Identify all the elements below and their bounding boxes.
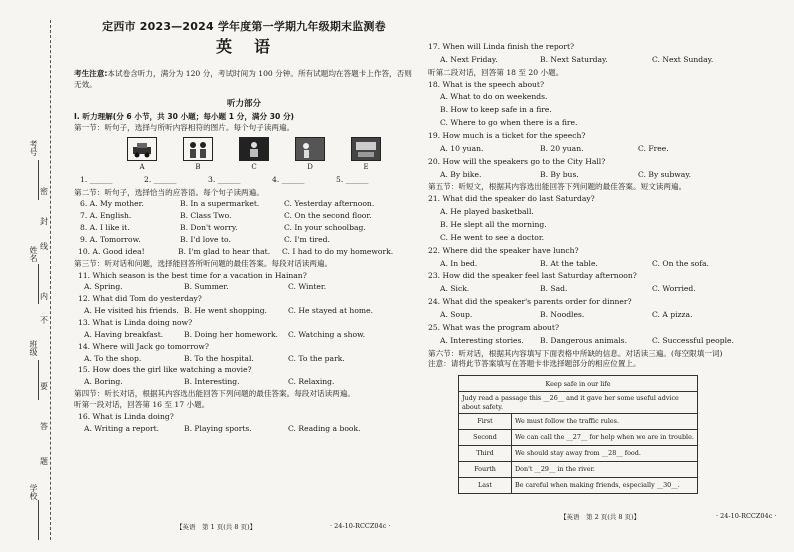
classroom-picture-icon bbox=[351, 137, 381, 161]
reading-picture-icon bbox=[239, 137, 269, 161]
section-3-instruction: 第三节：听对话和问题，选择能回答所听问题的最佳答案。每段对话读两遍。 bbox=[74, 258, 333, 268]
subject-title: 英语 bbox=[215, 37, 292, 57]
question-row bbox=[80, 235, 414, 245]
row-label: Last bbox=[459, 478, 512, 494]
option-c: C. Free. bbox=[638, 143, 669, 153]
question-text: 13. What is Linda doing now? bbox=[78, 318, 193, 328]
row-label: Fourth bbox=[459, 462, 512, 478]
answer-blank: 2. ______ bbox=[144, 174, 177, 184]
row-label: First bbox=[459, 414, 512, 430]
picture-options bbox=[114, 137, 414, 172]
option-a: A. Writing a report. bbox=[84, 423, 160, 433]
answer-blank: 5. ______ bbox=[336, 174, 369, 184]
question-options bbox=[84, 282, 414, 292]
question-text: 19. How much is a ticket for the speech? bbox=[428, 131, 586, 141]
option-a: 8. A. I like it. bbox=[80, 223, 130, 233]
option-c: C. Successful people. bbox=[652, 335, 734, 345]
question-row bbox=[80, 223, 414, 233]
question-options bbox=[84, 424, 414, 434]
seal-char: 封 bbox=[40, 217, 48, 226]
option-a: A. What to do on weekends. bbox=[440, 92, 548, 102]
label-school: 学校 bbox=[29, 484, 38, 500]
picture-e bbox=[338, 137, 394, 172]
answer-blank: 1. ______ bbox=[80, 174, 113, 184]
option-a: 7. A. English. bbox=[80, 211, 132, 221]
question-text: 11. Which season is the best time for a vacation in Hainan? bbox=[78, 270, 307, 280]
exam-page-2 bbox=[420, 0, 794, 552]
question-text: 14. Where will Jack go tomorrow? bbox=[78, 341, 209, 351]
row-text: Be careful when making friends, especially __30__. bbox=[512, 478, 698, 494]
row-text: We should stay away from __28__ food. bbox=[512, 446, 698, 462]
question-text: 16. What is Linda doing? bbox=[78, 411, 174, 421]
option-a: A. Soup. bbox=[440, 310, 473, 320]
question-text: 21. What did the speaker do last Saturday? bbox=[428, 194, 595, 204]
question-options bbox=[84, 354, 414, 364]
section-6-note: 注意：请将此节答案填写在答题卡非选择题部分的相应位置上。 bbox=[428, 359, 641, 369]
option-a: A. He played basketball. bbox=[440, 207, 534, 217]
seal-char: 答 bbox=[40, 422, 48, 431]
option-c: C. He went to see a doctor. bbox=[440, 232, 545, 242]
option-a: 6. A. My mother. bbox=[80, 199, 144, 209]
option-b: B. Playing sports. bbox=[184, 423, 252, 433]
question-row bbox=[80, 211, 414, 221]
picture-letter: B bbox=[195, 162, 201, 171]
section-2-instruction: 第二节：听句子，选择恰当的应答语。每个句子读两遍。 bbox=[74, 187, 264, 197]
people-picture-icon bbox=[183, 137, 213, 161]
sub-instruction: 听第二段对话，回答第 18 至 20 小题。 bbox=[428, 67, 564, 77]
answer-blanks bbox=[80, 175, 414, 185]
option-b: B. 20 yuan. bbox=[540, 143, 584, 153]
table-row bbox=[459, 446, 698, 462]
table-row bbox=[459, 462, 698, 478]
page-1-code: · 24-10-RCCZ04c · bbox=[330, 522, 391, 530]
question-text: 23. How did the speaker feel last Saturday afternoon? bbox=[428, 271, 637, 281]
question-text: 20. How will the speakers go to the City Hall? bbox=[428, 156, 606, 166]
fold-dashed-line bbox=[50, 20, 51, 540]
option-a: A. He visited his friends. bbox=[84, 306, 179, 316]
section-6-instruction: 第六节：听对话，根据其内容填写下面表格中所缺的信息。对话读三遍。(每空限填一词) bbox=[428, 348, 723, 358]
seal-char: 题 bbox=[40, 457, 48, 466]
page-1-content bbox=[74, 20, 414, 436]
option-c: C. Next Sunday. bbox=[652, 54, 714, 64]
question-options bbox=[440, 336, 738, 346]
option-a: A. Interesting stories. bbox=[440, 335, 524, 345]
table-caption: Keep safe in our life bbox=[459, 376, 698, 392]
option-c: C. I had to do my homework. bbox=[282, 246, 394, 256]
option-a: A. To the shop. bbox=[84, 353, 142, 363]
option-a: A. Next Friday. bbox=[440, 54, 498, 64]
seal-char: 要 bbox=[40, 382, 48, 391]
option-b: B. To the hospital. bbox=[184, 353, 254, 363]
row-label: Second bbox=[459, 430, 512, 446]
option-c: C. I'm tired. bbox=[284, 235, 330, 245]
page-1-footer: 【英语 第 1 页(共 8 页)】 bbox=[176, 523, 257, 531]
option-c: C. Yesterday afternoon. bbox=[284, 199, 375, 209]
option-a: A. By bike. bbox=[440, 169, 482, 179]
table-row bbox=[459, 430, 698, 446]
seal-char: 线 bbox=[40, 242, 48, 251]
question-options bbox=[84, 330, 414, 340]
picture-b bbox=[170, 137, 226, 172]
seal-char: 内 bbox=[40, 292, 48, 301]
option-c: C. Relaxing. bbox=[288, 377, 335, 387]
question-options bbox=[440, 55, 738, 65]
picture-letter: A bbox=[139, 162, 145, 171]
information-table bbox=[458, 375, 698, 494]
option-c: C. To the park. bbox=[288, 353, 345, 363]
notice-label: 考生注意: bbox=[74, 69, 108, 79]
row-label: Third bbox=[459, 446, 512, 462]
option-b: B. I'd love to. bbox=[180, 235, 231, 245]
option-c: C. Watching a show. bbox=[288, 329, 366, 339]
question-text: 17. When will Linda finish the report? bbox=[428, 42, 575, 51]
option-c: C. By subway. bbox=[638, 169, 692, 179]
option-b: B. Class Two. bbox=[180, 211, 232, 221]
option-b: B. Sad. bbox=[540, 284, 568, 294]
option-c: C. In your schoolbag. bbox=[284, 223, 366, 233]
option-b: B. At the table. bbox=[540, 258, 598, 268]
binding-strip bbox=[0, 0, 52, 552]
question-text: 12. What did Tom do yesterday? bbox=[78, 294, 202, 304]
question-text: 22. Where did the speaker have lunch? bbox=[428, 245, 579, 255]
page-2-content bbox=[428, 40, 738, 494]
option-c: C. Worried. bbox=[652, 284, 696, 294]
table-intro: Judy read a passage this __26__ and it gave her some useful advice about safety. bbox=[459, 392, 698, 414]
notice-text: 本试卷含听力，满分为 120 分，考试时间为 100 分钟。所有试题均在答题卡上作答，否则无效。 bbox=[74, 69, 412, 90]
question-row bbox=[80, 199, 414, 209]
row-text: Don't __29__ in the river. bbox=[512, 462, 698, 478]
option-b: B. He slept all the morning. bbox=[440, 220, 547, 230]
question-text: 24. What did the speaker's parents order for dinner? bbox=[428, 297, 632, 307]
option-b: B. He went shopping. bbox=[184, 306, 267, 316]
option-c: C. Reading a book. bbox=[288, 423, 361, 433]
option-a: A. Having breakfast. bbox=[84, 329, 164, 339]
question-text: 25. What was the program about? bbox=[428, 322, 560, 332]
option-a: A. Spring. bbox=[84, 282, 123, 292]
option-a: 10. A. Good idea! bbox=[78, 246, 145, 256]
answer-blank: 3. ______ bbox=[208, 174, 241, 184]
option-b: B. Noodles. bbox=[540, 310, 585, 320]
section-1-instruction: 第一节：听句子，选择与所听内容相符的图片。每个句子读两遍。 bbox=[74, 122, 295, 132]
exam-title: 定西市 2023—2024 学年度第一学期九年级期末监测卷 bbox=[102, 20, 386, 33]
question-text: 18. What is the speech about? bbox=[428, 79, 545, 89]
question-options bbox=[440, 259, 738, 269]
question-row bbox=[78, 247, 414, 257]
question-options bbox=[84, 377, 414, 387]
option-a: A. Boring. bbox=[84, 377, 123, 387]
section-4-sub-instruction: 听第一段对话，回答第 16 至 17 小题。 bbox=[74, 400, 210, 410]
option-b: B. Interesting. bbox=[184, 377, 240, 387]
label-exam-number: 考号 bbox=[29, 140, 38, 156]
car-picture-icon bbox=[127, 137, 157, 161]
table-row bbox=[459, 414, 698, 430]
page-2-code: · 24-10-RCCZ04c · bbox=[716, 512, 777, 520]
option-c: C. On the second floor. bbox=[284, 211, 372, 221]
option-b: B. By bus. bbox=[540, 169, 579, 179]
option-c: C. He stayed at home. bbox=[288, 306, 373, 316]
row-text: We can call the __27__ for help when we are in trouble. bbox=[512, 430, 698, 446]
option-a: 9. A. Tomorrow. bbox=[80, 235, 141, 245]
table-row bbox=[459, 478, 698, 494]
section-1-title: I. 听力理解(分 6 小节，共 30 小题；每小题 1 分，满分 30 分) bbox=[74, 111, 295, 121]
label-class: 班级 bbox=[29, 340, 38, 356]
question-options bbox=[440, 310, 738, 320]
candidate-notice bbox=[74, 68, 414, 91]
question-options bbox=[440, 170, 738, 180]
option-a: A. Sick. bbox=[440, 284, 470, 294]
class-line bbox=[38, 360, 39, 400]
label-name: 姓名 bbox=[29, 246, 38, 262]
question-text: 15. How does the girl like watching a movie? bbox=[78, 365, 252, 375]
sports-picture-icon bbox=[295, 137, 325, 161]
section-4-instruction: 第四节：听长对话，根据其内容选出能回答下列问题的最佳答案。每段对话读两遍。 bbox=[74, 389, 355, 399]
option-c: C. On the sofa. bbox=[652, 258, 709, 268]
question-options bbox=[440, 284, 738, 294]
option-c: C. Where to go when there is a fire. bbox=[440, 118, 578, 128]
option-b: B. How to keep safe in a fire. bbox=[440, 105, 552, 115]
exam-number-line bbox=[38, 160, 39, 200]
option-b: B. Summer. bbox=[184, 282, 229, 292]
school-line bbox=[38, 500, 39, 540]
option-b: B. Dangerous animals. bbox=[540, 335, 627, 345]
picture-letter: C bbox=[251, 162, 257, 171]
picture-letter: E bbox=[363, 162, 369, 171]
option-b: B. Next Saturday. bbox=[540, 54, 608, 64]
row-text: We must follow the traffic rules. bbox=[512, 414, 698, 430]
option-c: C. A pizza. bbox=[652, 310, 693, 320]
option-b: B. Don't worry. bbox=[180, 223, 238, 233]
question-options bbox=[84, 306, 414, 316]
option-b: B. Doing her homework. bbox=[184, 329, 278, 339]
listening-part-title: 听力部分 bbox=[226, 98, 261, 109]
page-2-footer: 【英语 第 2 页(共 8 页)】 bbox=[560, 513, 641, 521]
answer-blank: 4. ______ bbox=[272, 174, 305, 184]
picture-a bbox=[114, 137, 170, 172]
name-line bbox=[38, 264, 39, 304]
seal-char: 不 bbox=[40, 316, 48, 325]
option-b: B. I'm glad to hear that. bbox=[178, 246, 271, 256]
option-c: C. Winter. bbox=[288, 282, 327, 292]
section-5-instruction: 第五节：听短文，根据其内容选出能回答下列问题的最佳答案。短文读两遍。 bbox=[428, 182, 687, 192]
picture-letter: D bbox=[307, 162, 313, 171]
seal-char: 密 bbox=[40, 187, 48, 196]
picture-d bbox=[282, 137, 338, 172]
picture-c bbox=[226, 137, 282, 172]
option-b: B. In a supermarket. bbox=[180, 199, 260, 209]
option-a: A. 10 yuan. bbox=[440, 143, 484, 153]
question-options bbox=[440, 144, 738, 154]
option-a: A. In bed. bbox=[440, 258, 478, 268]
